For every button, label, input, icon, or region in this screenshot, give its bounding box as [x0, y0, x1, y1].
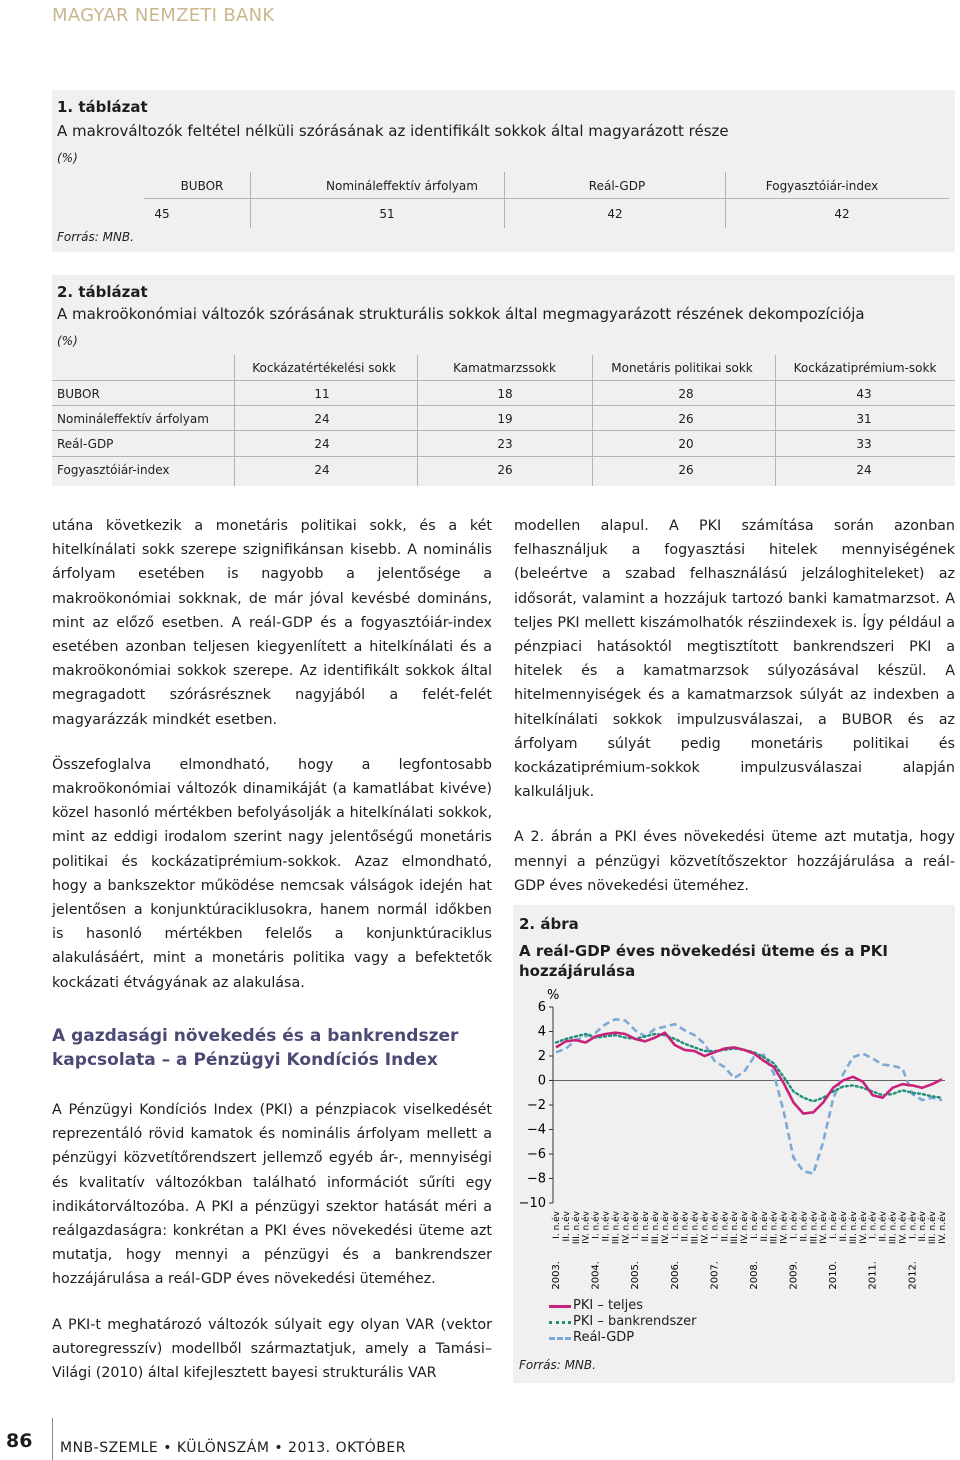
table-2-cell: 26 [678, 463, 694, 477]
figure-source: Forrás: MNB. [519, 1358, 596, 1372]
x-tick-label: IV. n.év [779, 1211, 790, 1244]
x-tick-label: IV. n.év [660, 1211, 671, 1244]
table-2-cell: 26 [678, 412, 694, 426]
table-2-cell: 26 [497, 463, 513, 477]
y-tick-label: −10 [518, 1196, 546, 1211]
section-heading: A gazdasági növekedés és a bankrendszer kapcsolata – a Pénzügyi Kondíciós Index [52, 1026, 459, 1070]
figure-title: A reál-GDP éves növekedési üteme és a PKI hozzájárulása [519, 942, 888, 980]
x-tick-label: I. n.év [591, 1211, 602, 1239]
table-1 [52, 90, 955, 252]
x-year-label: 2004. [590, 1261, 602, 1290]
legend-label: PKI – teljes [573, 1298, 644, 1313]
table-2-row-label: BUBOR [57, 387, 100, 401]
x-tick-label: II. n.év [680, 1211, 691, 1242]
x-tick-label: III. n.év [571, 1211, 582, 1245]
x-tick-label: I. n.év [749, 1211, 760, 1239]
table-1-col-header: BUBOR [180, 179, 224, 193]
legend-item [573, 1298, 643, 1314]
left-column-top [52, 514, 492, 1016]
x-year-label: 2008. [748, 1261, 760, 1290]
figure-2 [513, 905, 955, 1383]
x-tick-label: II. n.év [601, 1211, 612, 1242]
x-tick-label: II. n.év [759, 1211, 770, 1242]
x-year-label: 2007. [709, 1261, 721, 1290]
page-number: 86 [6, 1430, 33, 1452]
x-tick-label: III. n.év [769, 1211, 780, 1245]
y-tick-label: −8 [526, 1171, 546, 1187]
x-tick-label: IV. n.év [581, 1211, 592, 1244]
table-2-cell: 24 [856, 463, 872, 477]
figure-label: 2. ábra [519, 915, 579, 933]
x-tick-label: II. n.év [561, 1211, 572, 1242]
x-tick-label: I. n.év [710, 1211, 721, 1239]
table-2-title: A makroökonómiai változók szórásának strukturális sokkok által megmagyarázott részének dekompozíciója [57, 305, 865, 323]
table-1-value: 42 [834, 207, 850, 221]
table-2-cell: 19 [497, 412, 513, 426]
page-footer [0, 1418, 960, 1460]
table-2-col-header: Kockázatértékelési sokk [252, 361, 396, 375]
table-2-cell: 23 [497, 437, 513, 451]
paragraph: A PKI-t meghatározó változók súlyait egy olyan VAR (vektor autoregresszív) modellből származtatjuk, amely a Tamási–Világi (2010) által kifejlesztett bayesi strukturális VAR [52, 1316, 492, 1382]
x-tick-label: IV. n.év [700, 1211, 711, 1244]
legend-swatch-pki-bankrendszer [549, 1321, 571, 1324]
table-1-col-header: Reál-GDP [588, 179, 646, 193]
left-column-bottom [52, 1098, 492, 1406]
paragraph: modellen alapul. A PKI számítása során azonban felhasználjuk a fogyasztási hitelek mennyiségének (beleértve a szabad felhasználású jelzáloghiteleket) az idősorát, valamint a hozzájuk tartozó banki kamatmarzsot. A teljes PKI mellett kiszámolhatók résziindexek is. Így például a pénzpiaci hatásoktól megtisztított bankrendszeri PKI a hitelek és a kamatmarzsok súlyozásával készül. A hitelmennyiségek és a kamatmarzsok súlyát az indexben a hitelkínálati sokkok impulzusválaszai, a BUBOR és az árfolyam súlyát pedig monetáris politikai és kockázatiprémium-sokkok impulzusválaszai alapján kalkuláljuk. [514, 518, 955, 801]
x-tick-label: IV. n.év [621, 1211, 632, 1244]
x-tick-label: I. n.év [908, 1211, 919, 1239]
table-2-cell: 20 [678, 437, 694, 451]
table-2-label: 2. táblázat [57, 283, 148, 301]
table-2-cell: 28 [678, 387, 694, 401]
x-tick-label: I. n.év [829, 1211, 840, 1239]
table-1-source: Forrás: MNB. [57, 230, 134, 244]
x-tick-label: I. n.év [789, 1211, 800, 1239]
x-year-label: 2012. [907, 1261, 919, 1290]
table-1-col-header: Fogyasztóiár-index [765, 179, 879, 193]
y-tick-label: 4 [537, 1024, 546, 1040]
x-year-label: 2010. [828, 1261, 840, 1290]
paragraph: A 2. ábrán a PKI éves növekedési üteme azt mutatja, hogy mennyi a pénzügyi közvetítőszektor hozzájárulása a reál-GDP éves növekedési üteméhez. [514, 829, 955, 894]
series-line-1 [556, 1034, 942, 1101]
x-tick-label: II. n.év [878, 1211, 889, 1242]
table-1-unit: (%) [57, 151, 78, 165]
table-2-col-header: Kamatmarzssokk [453, 361, 556, 375]
x-tick-label: I. n.év [670, 1211, 681, 1239]
table-2-cell: 24 [314, 437, 330, 451]
legend-label: Reál-GDP [573, 1330, 635, 1345]
x-tick-label: III. n.év [690, 1211, 701, 1245]
y-tick-label: 0 [537, 1073, 546, 1089]
x-tick-label: IV. n.év [938, 1211, 948, 1244]
x-tick-label: III. n.év [809, 1211, 820, 1245]
x-tick-label: II. n.év [799, 1211, 810, 1242]
x-tick-label: II. n.év [720, 1211, 731, 1242]
paragraph: Összefoglalva elmondható, hogy a legfontosabb makroökonómiai változók dinamikáját (a kamatlábat kivéve) közel hasonló mértékben befolyásolják a hitelkínálati sokkok, mint az eddigi irodalom szerint nagy jelentőségű monetáris politikai és kockázatiprémium-sokkok. Azaz elmondható, hogy a bankszektor működése nemcsak válságok idején hat jelentősen a konjunktúraciklusokra, hanem normál időkben is hasonló mértékben felelős a konjunktúraciklus alakulásáért, mint a monetáris politika vagy a befektetők kockázati étvágyának az alakulása. [52, 756, 492, 991]
table-2-cell: 24 [314, 412, 330, 426]
x-year-label: 2006. [669, 1261, 681, 1290]
table-2-cell: 24 [314, 463, 330, 477]
table-2-cell: 11 [314, 387, 330, 401]
x-tick-label: II. n.év [918, 1211, 929, 1242]
x-tick-label: III. n.év [888, 1211, 899, 1245]
x-tick-label: I. n.év [552, 1211, 562, 1239]
x-tick-label: IV. n.év [819, 1211, 830, 1244]
table-1-value: 45 [154, 207, 170, 221]
x-tick-label: I. n.év [631, 1211, 642, 1239]
x-tick-label: IV. n.év [858, 1211, 869, 1244]
legend-item [573, 1314, 696, 1330]
paragraph: A Pénzügyi Kondíciós Index (PKI) a pénzpiacok viselkedését reprezentáló rövid kamatok és nominális árfolyam mellett a pénzügyi közvetítőrendszert jellemző egyéb ár-, mennyiségi és kvalitatív változókban található információt sűríti egy indikátorváltozóba. A PKI a pénzügyi szektor hatását méri a reálgazdaságra: konkrétan a PKI éves növekedési üteme azt mutatja, hogy mennyi a pénzügyi és a bankrendszer hozzájárulása a reál-GDP éves növekedési üteméhez. [52, 1102, 492, 1288]
x-tick-label: II. n.év [641, 1211, 652, 1242]
table-2-unit: (%) [57, 334, 78, 348]
x-tick-label: I. n.év [868, 1211, 879, 1239]
right-column [514, 514, 955, 919]
series-line-0 [556, 1033, 942, 1114]
table-2 [52, 275, 955, 486]
table-2-row-label: Nomináleffektív árfolyam [57, 412, 209, 426]
y-tick-label: −6 [526, 1147, 546, 1162]
legend-swatch-pki-teljes [549, 1305, 571, 1308]
y-tick-label: 6 [537, 1000, 546, 1015]
y-tick-label: 2 [537, 1049, 546, 1064]
x-tick-label: III. n.év [730, 1211, 741, 1245]
y-tick-label: −2 [526, 1098, 546, 1113]
legend-label: PKI – bankrendszer [573, 1314, 697, 1329]
table-1-col-header: Nomináleffektív árfolyam [326, 179, 478, 193]
table-2-row-label: Fogyasztóiár-index [57, 463, 170, 477]
x-year-label: 2009. [788, 1261, 800, 1290]
table-1-label: 1. táblázat [57, 98, 148, 116]
table-2-cell: 31 [856, 412, 872, 426]
x-tick-label: IV. n.év [898, 1211, 909, 1244]
brand-header: MAGYAR NEMZETI BANK [52, 5, 275, 26]
x-tick-label: III. n.év [928, 1211, 939, 1245]
paragraph: utána következik a monetáris politikai sokk, és a két hitelkínálati sokk szerepe szignifikánsan kisebb. A nominális árfolyam esetében is nagyobb a jelentősége a makroökonómiai sokknak, de már jóval kevésbé domináns, mint az előző esetben. A reál-GDP és a fogyasztóiár-index esetében azonban teljesen kiegyenlített a hitelkínálati és a makroökonómiai sokkok szerepe. Az identifikált sokkok által megragadott szórásrésznek nagyjából a felét-felét magyarázzák mindkét esetben. [52, 518, 492, 728]
table-2-row-label: Reál-GDP [57, 437, 114, 451]
x-tick-label: III. n.év [650, 1211, 661, 1245]
table-2-col-header: Kockázatiprémium-sokk [793, 361, 937, 375]
x-year-label: 2005. [630, 1261, 642, 1290]
x-year-label: 2011. [867, 1261, 879, 1290]
table-1-value: 42 [607, 207, 623, 221]
x-tick-label: III. n.év [848, 1211, 859, 1245]
x-tick-label: II. n.év [839, 1211, 850, 1242]
table-2-cell: 18 [497, 387, 513, 401]
table-1-title: A makrováltozók feltétel nélküli szórásának az identifikált sokkok által magyarázott része [57, 122, 729, 140]
table-2-cell: 43 [856, 387, 872, 401]
x-tick-label: III. n.év [611, 1211, 622, 1245]
table-2-cell: 33 [856, 437, 872, 451]
table-2-col-header: Monetáris politikai sokk [611, 361, 753, 375]
x-tick-label: IV. n.év [740, 1211, 751, 1244]
legend-swatch-real-gdp [549, 1337, 571, 1340]
legend-item [573, 1330, 634, 1346]
table-1-value: 51 [379, 207, 395, 221]
x-year-label: 2003. [551, 1261, 562, 1290]
y-tick-label: −4 [526, 1122, 546, 1138]
journal-name: MNB-SZEMLE • KÜLÖNSZÁM • 2013. OKTÓBER [60, 1440, 406, 1456]
y-axis-unit: % [547, 988, 560, 1003]
